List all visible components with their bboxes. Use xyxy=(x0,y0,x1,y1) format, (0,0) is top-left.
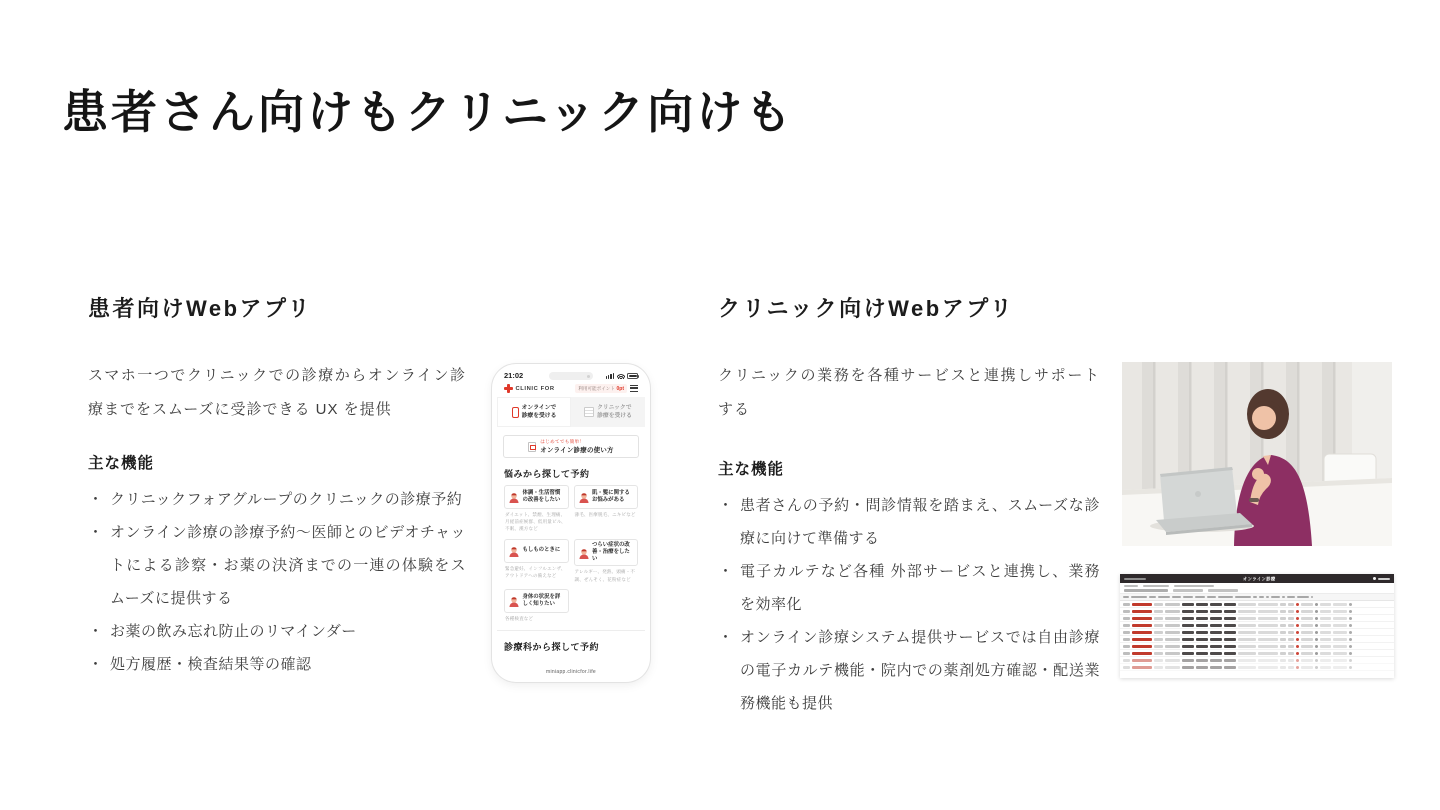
clinic-building-icon xyxy=(584,407,594,417)
list-item: ・ お薬の飲み忘れ防止のリマインダー xyxy=(88,615,466,648)
list-item: ・ オンライン診療システム提供サービスでは自由診療の電子カルテ機能・院内での薬剤処方確認・配送業務機能も提供 xyxy=(718,621,1100,720)
phone-screen xyxy=(497,368,645,679)
guide-doc-icon xyxy=(528,442,536,452)
status-time: 21:02 xyxy=(504,371,524,380)
brand-name: CLINIC FOR xyxy=(515,385,555,392)
concern-card[interactable]: 身体の状況を詳しく知りたい xyxy=(504,589,569,613)
bullet: ・ xyxy=(88,491,104,508)
concern-card[interactable]: 体調・生活習慣の改善をしたい xyxy=(504,485,569,509)
clinic-features-heading: 主な機能 xyxy=(718,461,785,478)
table-row[interactable] xyxy=(1120,664,1394,671)
table-row[interactable] xyxy=(1120,636,1394,643)
table-row[interactable] xyxy=(1120,657,1394,664)
battery-icon xyxy=(627,373,638,379)
person-icon xyxy=(578,547,590,559)
phone-statusbar xyxy=(497,368,645,380)
list-item: ・ オンライン診療の診療予約〜医師とのビデオチャットによる診察・お薬の決済までの一連の体験をスムーズに提供する xyxy=(88,516,466,615)
patient-features-list xyxy=(88,483,466,681)
divider xyxy=(497,630,645,631)
smartphone-icon xyxy=(512,407,519,418)
browser-url-bar[interactable]: miniapp.clinicfor.life xyxy=(546,669,596,676)
concern-card[interactable]: 肌・髪に関するお悩みがある xyxy=(574,485,639,509)
table-row[interactable] xyxy=(1120,650,1394,657)
list-item: ・ クリニックフォアグループのクリニックの診療予約 xyxy=(88,483,466,516)
medical-cross-icon xyxy=(504,384,513,393)
patient-features-heading: 主な機能 xyxy=(88,455,155,472)
dashboard-filters xyxy=(1120,583,1394,593)
table-row[interactable] xyxy=(1120,622,1394,629)
bullet: ・ xyxy=(718,629,734,646)
list-item: ・ 処方履歴・検査結果等の確認 xyxy=(88,648,466,681)
status-icons xyxy=(606,373,638,379)
person-icon xyxy=(508,491,520,503)
section-search-by-department: 診療科から探して予約 xyxy=(504,642,600,653)
user-name-placeholder xyxy=(1378,578,1390,580)
clinic-dashboard-screenshot xyxy=(1120,574,1394,678)
bullet: ・ xyxy=(88,623,104,640)
points-badge[interactable]: 利用可能ポイント 0pt xyxy=(575,384,627,393)
table-row[interactable] xyxy=(1120,608,1394,615)
concern-cards xyxy=(504,485,638,624)
hamburger-menu-icon[interactable] xyxy=(630,385,638,392)
bullet: ・ xyxy=(718,563,734,580)
card-caption: 薄毛、医療脱毛、ニキビなど xyxy=(574,512,636,517)
clinic-app-heading: クリニック向けWebアプリ xyxy=(718,296,1015,321)
concern-card[interactable]: もしものときに xyxy=(504,539,569,563)
card-caption: ダイエット、禁煙、生理痛、月経前症候群、低用量ピル、不眠、漢方など xyxy=(505,512,566,532)
concern-card[interactable]: つらい症状の改善・治療をしたい xyxy=(574,539,639,567)
bullet: ・ xyxy=(88,524,104,541)
dashboard-table-header xyxy=(1120,593,1394,601)
photo-illustration xyxy=(1122,362,1392,546)
person-icon xyxy=(578,491,590,503)
app-header xyxy=(497,380,645,396)
user-avatar xyxy=(1373,577,1377,581)
consultation-tabs xyxy=(497,397,645,427)
section-search-by-concern: 悩みから探して予約 xyxy=(504,469,590,479)
table-row[interactable] xyxy=(1120,643,1394,650)
clinic-app-description: クリニックの業務を各種サービスと連携しサポートする xyxy=(718,367,1100,418)
howto-banner[interactable]: はじめてでも簡単！ オンライン診療の使い方 xyxy=(503,435,639,458)
page-title: 患者さん向けもクリニック向けも xyxy=(62,86,795,138)
person-icon xyxy=(508,595,520,607)
card-caption: 各種検査など xyxy=(505,615,534,621)
table-row[interactable] xyxy=(1120,629,1394,636)
table-row[interactable] xyxy=(1120,615,1394,622)
card-caption: アレルギー、発熱、頭痛・不調、ぜんそく、花粉症など xyxy=(574,569,636,582)
patient-app-heading: 患者向けWebアプリ xyxy=(88,296,313,321)
list-item: ・ 電子カルテなど各種 外部サービスと連携し、業務を効率化 xyxy=(718,555,1100,621)
clinic-features-list xyxy=(718,489,1100,720)
dashboard-title: オンライン診療 xyxy=(1242,577,1276,582)
dashboard-left-placeholder xyxy=(1124,578,1146,580)
wifi-icon xyxy=(617,373,625,379)
clinic-app-section xyxy=(718,292,1100,720)
patient-app-section xyxy=(88,292,466,681)
signal-icon xyxy=(606,373,614,379)
card-caption: 緊急避妊、インフルエンザ、アウトドアへの備えなど xyxy=(505,565,566,578)
clinician-photo xyxy=(1122,362,1392,546)
tab-online-consultation[interactable]: オンラインで 診療を受ける xyxy=(497,397,571,427)
bullet: ・ xyxy=(88,656,104,673)
bullet: ・ xyxy=(718,497,734,514)
person-icon xyxy=(508,545,520,557)
dynamic-island xyxy=(549,372,593,380)
tab-clinic-consultation[interactable]: クリニックで 診療を受ける xyxy=(571,397,645,427)
patient-app-description: スマホ一つでクリニックでの診療からオンライン診療までをスムーズに受診できる UX を提供 xyxy=(88,367,466,418)
dashboard-topbar xyxy=(1120,574,1394,583)
clinicfor-logo[interactable] xyxy=(504,384,555,393)
table-row[interactable] xyxy=(1120,601,1394,608)
dashboard-table-rows xyxy=(1120,601,1394,671)
list-item: ・ 患者さんの予約・問診情報を踏まえ、スムーズな診療に向けて準備する xyxy=(718,489,1100,555)
phone-mockup xyxy=(492,364,650,682)
